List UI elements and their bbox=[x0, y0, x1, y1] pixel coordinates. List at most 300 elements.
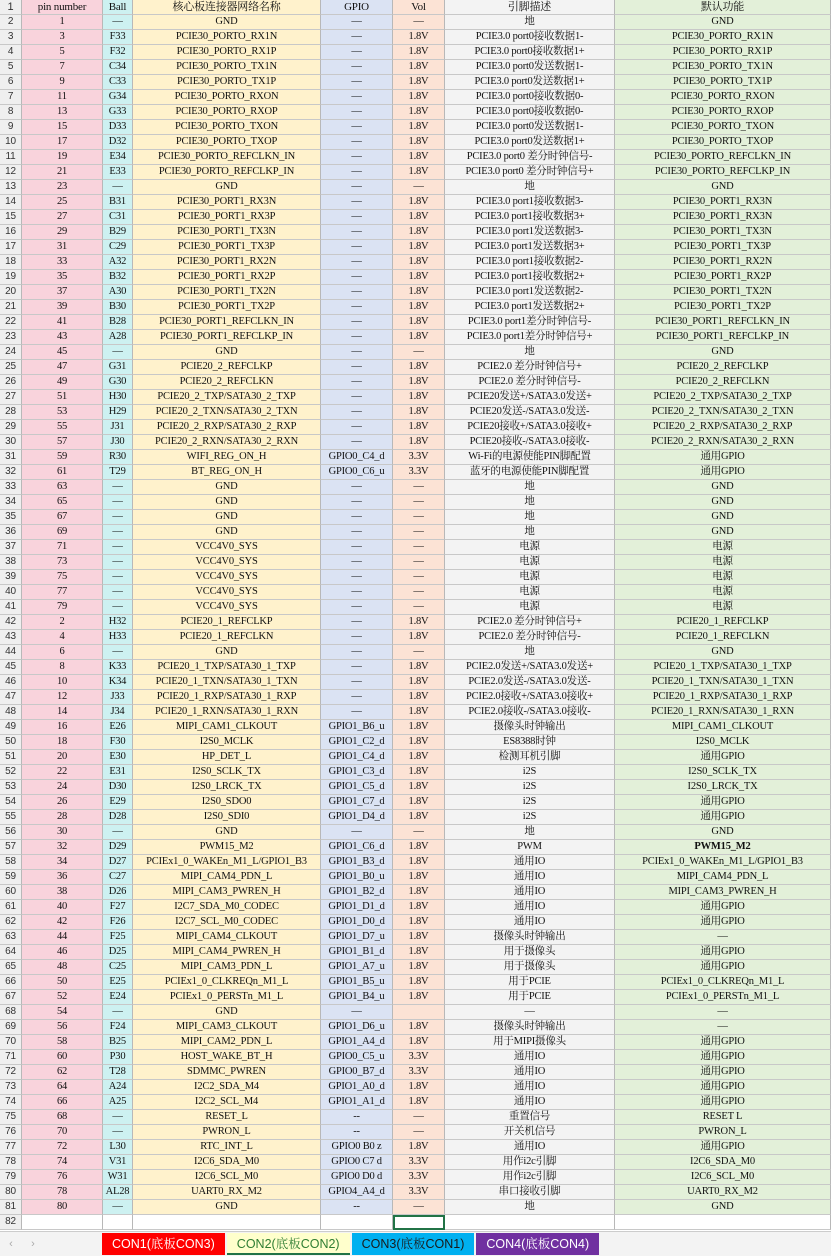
cell-pin-number[interactable]: 58 bbox=[22, 1035, 103, 1050]
cell-pin-description[interactable]: PCIE20发送+/SATA3.0发送+ bbox=[445, 390, 615, 405]
cell-default-function[interactable]: 通用GPIO bbox=[615, 900, 831, 915]
cell-default-function[interactable]: MIPI_CAM4_PDN_L bbox=[615, 870, 831, 885]
cell-voltage[interactable]: 1.8V bbox=[393, 810, 445, 825]
cell-pin-number[interactable]: 9 bbox=[22, 75, 103, 90]
cell-pin-number[interactable]: 20 bbox=[22, 750, 103, 765]
row-number[interactable]: 54 bbox=[0, 795, 22, 810]
cell-pin-description[interactable]: 通用IO bbox=[445, 1080, 615, 1095]
cell-voltage[interactable]: 1.8V bbox=[393, 750, 445, 765]
cell-pin-number[interactable]: 80 bbox=[22, 1200, 103, 1215]
cell-voltage[interactable]: — bbox=[393, 645, 445, 660]
cell-gpio[interactable]: — bbox=[321, 120, 393, 135]
cell-pin-number[interactable]: 41 bbox=[22, 315, 103, 330]
row-number[interactable]: 80 bbox=[0, 1185, 22, 1200]
cell-pin-number[interactable]: 1 bbox=[22, 15, 103, 30]
cell-default-function[interactable]: PCIE30_PORT1_RX3N bbox=[615, 210, 831, 225]
row-number[interactable]: 51 bbox=[0, 750, 22, 765]
cell-net-name[interactable]: MIPI_CAM2_PDN_L bbox=[133, 1035, 321, 1050]
cell-pin-number[interactable]: 69 bbox=[22, 525, 103, 540]
cell-net-name[interactable]: GND bbox=[133, 480, 321, 495]
cell-gpio[interactable]: — bbox=[321, 540, 393, 555]
cell-pin-number[interactable]: 7 bbox=[22, 60, 103, 75]
cell-net-name[interactable]: HP_DET_L bbox=[133, 750, 321, 765]
cell-voltage[interactable]: 1.8V bbox=[393, 300, 445, 315]
cell-voltage[interactable]: 1.8V bbox=[393, 105, 445, 120]
cell-gpio[interactable]: — bbox=[321, 435, 393, 450]
cell-pin-number[interactable]: 62 bbox=[22, 1065, 103, 1080]
cell-pin-description[interactable]: Wi-Fi的电源使能PIN脚配置 bbox=[445, 450, 615, 465]
cell-pin-number[interactable]: 23 bbox=[22, 180, 103, 195]
cell-pin-description[interactable]: 通用IO bbox=[445, 1140, 615, 1155]
cell-net-name[interactable]: GND bbox=[133, 1200, 321, 1215]
cell-gpio[interactable]: GPIO1_A7_u bbox=[321, 960, 393, 975]
cell-voltage[interactable]: 1.8V bbox=[393, 315, 445, 330]
cell-pin-description[interactable]: 通用IO bbox=[445, 855, 615, 870]
cell-gpio[interactable]: GPIO1_B2_d bbox=[321, 885, 393, 900]
cell-net-name[interactable]: I2S0_SDO0 bbox=[133, 795, 321, 810]
cell-voltage[interactable]: 1.8V bbox=[393, 210, 445, 225]
cell-net-name[interactable]: RESET_L bbox=[133, 1110, 321, 1125]
cell-pin-number[interactable]: 36 bbox=[22, 870, 103, 885]
cell-ball[interactable]: P30 bbox=[103, 1050, 133, 1065]
row-number[interactable]: 74 bbox=[0, 1095, 22, 1110]
cell-net-name[interactable]: I2S0_SDI0 bbox=[133, 810, 321, 825]
cell-pin-description[interactable]: PCIE3.0 port0发送数据1+ bbox=[445, 135, 615, 150]
cell-default-function[interactable]: 通用GPIO bbox=[615, 1080, 831, 1095]
cell-ball[interactable]: G30 bbox=[103, 375, 133, 390]
cell-gpio[interactable]: — bbox=[321, 615, 393, 630]
cell-voltage[interactable]: 1.8V bbox=[393, 870, 445, 885]
cell-gpio[interactable]: — bbox=[321, 330, 393, 345]
header-pin-description[interactable]: 引脚描述 bbox=[445, 0, 615, 15]
cell-net-name[interactable]: PCIE20_1_REFCLKP bbox=[133, 615, 321, 630]
cell-pin-description[interactable]: PCIE3.0 port0接收数据0- bbox=[445, 90, 615, 105]
cell-net-name[interactable]: PCIE30_PORTO_RX1N bbox=[133, 30, 321, 45]
cell-default-function[interactable]: PCIE20_2_TXP/SATA30_2_TXP bbox=[615, 390, 831, 405]
cell-voltage[interactable]: 1.8V bbox=[393, 855, 445, 870]
cell-pin-description[interactable]: PCIE3.0 port0发送数据1+ bbox=[445, 75, 615, 90]
cell-gpio[interactable]: -- bbox=[321, 1110, 393, 1125]
cell-ball[interactable]: C33 bbox=[103, 75, 133, 90]
cell-ball[interactable]: K34 bbox=[103, 675, 133, 690]
cell-gpio[interactable]: — bbox=[321, 240, 393, 255]
cell-gpio[interactable]: — bbox=[321, 75, 393, 90]
cell-ball[interactable]: B32 bbox=[103, 270, 133, 285]
row-number[interactable]: 49 bbox=[0, 720, 22, 735]
cell-pin-number[interactable]: 77 bbox=[22, 585, 103, 600]
cell-pin-description[interactable]: 电源 bbox=[445, 570, 615, 585]
cell-ball[interactable]: J30 bbox=[103, 435, 133, 450]
cell-default-function[interactable]: PCIE20_1_REFCLKP bbox=[615, 615, 831, 630]
cell-default-function[interactable]: PCIE20_2_REFCLKP bbox=[615, 360, 831, 375]
cell-pin-description[interactable]: 检测耳机引脚 bbox=[445, 750, 615, 765]
cell-voltage[interactable]: 1.8V bbox=[393, 675, 445, 690]
empty-cell[interactable]: 82 bbox=[0, 1215, 22, 1230]
cell-pin-number[interactable]: 37 bbox=[22, 285, 103, 300]
cell-ball[interactable]: B29 bbox=[103, 225, 133, 240]
cell-gpio[interactable]: GPIO1_C3_d bbox=[321, 765, 393, 780]
cell-gpio[interactable]: — bbox=[321, 210, 393, 225]
cell-gpio[interactable]: GPIO1_C7_d bbox=[321, 795, 393, 810]
cell-pin-number[interactable]: 3 bbox=[22, 30, 103, 45]
row-number[interactable]: 11 bbox=[0, 150, 22, 165]
cell-net-name[interactable]: PCIE30_PORT1_TX2P bbox=[133, 300, 321, 315]
cell-voltage[interactable]: — bbox=[393, 15, 445, 30]
cell-ball[interactable]: B25 bbox=[103, 1035, 133, 1050]
cell-net-name[interactable]: PCIE30_PORTO_TX1P bbox=[133, 75, 321, 90]
row-number[interactable]: 63 bbox=[0, 930, 22, 945]
cell-net-name[interactable]: GND bbox=[133, 495, 321, 510]
cell-net-name[interactable]: PCIE20_2_TXN/SATA30_2_TXN bbox=[133, 405, 321, 420]
cell-voltage[interactable]: 3.3V bbox=[393, 1185, 445, 1200]
cell-net-name[interactable]: PWRON_L bbox=[133, 1125, 321, 1140]
cell-pin-description[interactable]: PCIE20接收+/SATA3.0接收+ bbox=[445, 420, 615, 435]
row-number[interactable]: 37 bbox=[0, 540, 22, 555]
cell-pin-description[interactable]: 地 bbox=[445, 645, 615, 660]
cell-voltage[interactable]: — bbox=[393, 600, 445, 615]
cell-voltage[interactable]: 1.8V bbox=[393, 135, 445, 150]
cell-ball[interactable]: — bbox=[103, 345, 133, 360]
cell-default-function[interactable]: 电源 bbox=[615, 585, 831, 600]
cell-ball[interactable]: H32 bbox=[103, 615, 133, 630]
cell-pin-number[interactable]: 48 bbox=[22, 960, 103, 975]
cell-net-name[interactable]: WIFI_REG_ON_H bbox=[133, 450, 321, 465]
cell-net-name[interactable]: MIPI_CAM1_CLKOUT bbox=[133, 720, 321, 735]
cell-gpio[interactable]: — bbox=[321, 570, 393, 585]
cell-ball[interactable]: F33 bbox=[103, 30, 133, 45]
cell-gpio[interactable]: GPIO0_B7_d bbox=[321, 1065, 393, 1080]
row-number[interactable]: 68 bbox=[0, 1005, 22, 1020]
cell-voltage[interactable]: 3.3V bbox=[393, 450, 445, 465]
row-number[interactable]: 6 bbox=[0, 75, 22, 90]
cell-net-name[interactable]: GND bbox=[133, 15, 321, 30]
cell-gpio[interactable]: — bbox=[321, 525, 393, 540]
row-number[interactable]: 18 bbox=[0, 255, 22, 270]
cell-net-name[interactable]: PCIEx1_0_PERSTn_M1_L bbox=[133, 990, 321, 1005]
cell-default-function[interactable]: PCIE30_PORTO_TXON bbox=[615, 120, 831, 135]
cell-gpio[interactable]: — bbox=[321, 390, 393, 405]
cell-net-name[interactable]: RTC_INT_L bbox=[133, 1140, 321, 1155]
cell-pin-description[interactable]: PCIE2.0 差分时钟信号+ bbox=[445, 615, 615, 630]
row-number[interactable]: 30 bbox=[0, 435, 22, 450]
cell-net-name[interactable]: PCIE30_PORT1_RX3P bbox=[133, 210, 321, 225]
cell-ball[interactable]: — bbox=[103, 525, 133, 540]
cell-pin-description[interactable]: PCIE2.0 差分时钟信号+ bbox=[445, 360, 615, 375]
row-number[interactable]: 42 bbox=[0, 615, 22, 630]
cell-net-name[interactable]: HOST_WAKE_BT_H bbox=[133, 1050, 321, 1065]
header-pin-number[interactable]: pin number bbox=[22, 0, 103, 15]
row-number[interactable]: 72 bbox=[0, 1065, 22, 1080]
cell-pin-description[interactable]: 地 bbox=[445, 180, 615, 195]
cell-voltage[interactable]: 1.8V bbox=[393, 960, 445, 975]
cell-net-name[interactable]: PWM15_M2 bbox=[133, 840, 321, 855]
cell-voltage[interactable]: 1.8V bbox=[393, 120, 445, 135]
row-number[interactable]: 19 bbox=[0, 270, 22, 285]
cell-pin-number[interactable]: 14 bbox=[22, 705, 103, 720]
row-number[interactable]: 67 bbox=[0, 990, 22, 1005]
cell-gpio[interactable]: — bbox=[321, 480, 393, 495]
cell-voltage[interactable]: 1.8V bbox=[393, 360, 445, 375]
cell-ball[interactable]: V31 bbox=[103, 1155, 133, 1170]
cell-gpio[interactable]: — bbox=[321, 690, 393, 705]
cell-gpio[interactable]: GPIO1_B3_d bbox=[321, 855, 393, 870]
cell-pin-number[interactable]: 76 bbox=[22, 1170, 103, 1185]
cell-voltage[interactable]: — bbox=[393, 540, 445, 555]
cell-ball[interactable]: — bbox=[103, 15, 133, 30]
cell-gpio[interactable]: — bbox=[321, 1005, 393, 1020]
cell-default-function[interactable]: PCIEx1_0_PERSTn_M1_L bbox=[615, 990, 831, 1005]
cell-net-name[interactable]: MIPI_CAM3_PDN_L bbox=[133, 960, 321, 975]
cell-default-function[interactable]: 通用GPIO bbox=[615, 750, 831, 765]
cell-net-name[interactable]: PCIE20_1_RXP/SATA30_1_RXP bbox=[133, 690, 321, 705]
cell-voltage[interactable]: 1.8V bbox=[393, 90, 445, 105]
row-number[interactable]: 58 bbox=[0, 855, 22, 870]
row-number[interactable]: 71 bbox=[0, 1050, 22, 1065]
cell-net-name[interactable]: VCC4V0_SYS bbox=[133, 540, 321, 555]
cell-pin-number[interactable]: 6 bbox=[22, 645, 103, 660]
cell-net-name[interactable]: I2C7_SCL_M0_CODEC bbox=[133, 915, 321, 930]
cell-default-function[interactable]: I2S0_SCLK_TX bbox=[615, 765, 831, 780]
cell-ball[interactable]: B31 bbox=[103, 195, 133, 210]
prev-sheet-arrow-icon[interactable]: ‹ bbox=[9, 1238, 13, 1250]
row-number[interactable]: 4 bbox=[0, 45, 22, 60]
cell-pin-number[interactable]: 68 bbox=[22, 1110, 103, 1125]
cell-net-name[interactable]: PCIE30_PORTO_TX1N bbox=[133, 60, 321, 75]
cell-gpio[interactable]: — bbox=[321, 555, 393, 570]
cell-net-name[interactable]: PCIE20_2_REFCLKP bbox=[133, 360, 321, 375]
cell-voltage[interactable]: — bbox=[393, 495, 445, 510]
cell-pin-number[interactable]: 43 bbox=[22, 330, 103, 345]
cell-net-name[interactable]: GND bbox=[133, 510, 321, 525]
cell-pin-description[interactable]: PCIE2.0接收+/SATA3.0接收+ bbox=[445, 690, 615, 705]
cell-pin-description[interactable]: 地 bbox=[445, 345, 615, 360]
row-number[interactable]: 27 bbox=[0, 390, 22, 405]
cell-net-name[interactable]: GND bbox=[133, 345, 321, 360]
cell-gpio[interactable]: — bbox=[321, 645, 393, 660]
cell-pin-number[interactable]: 49 bbox=[22, 375, 103, 390]
cell-ball[interactable]: E30 bbox=[103, 750, 133, 765]
row-number[interactable]: 81 bbox=[0, 1200, 22, 1215]
cell-pin-number[interactable]: 47 bbox=[22, 360, 103, 375]
cell-ball[interactable]: — bbox=[103, 540, 133, 555]
cell-pin-description[interactable]: PCIE20发送-/SATA3.0发送- bbox=[445, 405, 615, 420]
cell-ball[interactable]: J34 bbox=[103, 705, 133, 720]
cell-net-name[interactable]: PCIE20_2_TXP/SATA30_2_TXP bbox=[133, 390, 321, 405]
cell-net-name[interactable]: PCIEx1_0_CLKREQn_M1_L bbox=[133, 975, 321, 990]
cell-gpio[interactable]: — bbox=[321, 315, 393, 330]
cell-pin-description[interactable]: PCIE3.0 port1差分时钟信号- bbox=[445, 315, 615, 330]
cell-pin-number[interactable]: 39 bbox=[22, 300, 103, 315]
cell-gpio[interactable]: GPIO1_A0_d bbox=[321, 1080, 393, 1095]
cell-gpio[interactable]: — bbox=[321, 405, 393, 420]
cell-default-function[interactable]: PCIE20_1_RXN/SATA30_1_RXN bbox=[615, 705, 831, 720]
cell-default-function[interactable]: GND bbox=[615, 1200, 831, 1215]
row-number[interactable]: 69 bbox=[0, 1020, 22, 1035]
cell-pin-description[interactable]: PCIE2.0发送-/SATA3.0发送- bbox=[445, 675, 615, 690]
row-number[interactable]: 77 bbox=[0, 1140, 22, 1155]
sheet-tab[interactable]: CON4(底板CON4) bbox=[476, 1233, 599, 1255]
cell-voltage[interactable]: 1.8V bbox=[393, 390, 445, 405]
cell-default-function[interactable]: PCIE30_PORTO_TXOP bbox=[615, 135, 831, 150]
cell-pin-description[interactable]: 摄像头时钟输出 bbox=[445, 720, 615, 735]
cell-voltage[interactable]: 1.8V bbox=[393, 270, 445, 285]
cell-pin-number[interactable]: 13 bbox=[22, 105, 103, 120]
cell-voltage[interactable]: — bbox=[393, 555, 445, 570]
cell-voltage[interactable]: 1.8V bbox=[393, 1140, 445, 1155]
cell-default-function[interactable]: PCIE20_1_REFCLKN bbox=[615, 630, 831, 645]
cell-voltage[interactable]: — bbox=[393, 180, 445, 195]
cell-pin-description[interactable]: 地 bbox=[445, 525, 615, 540]
cell-pin-description[interactable]: 地 bbox=[445, 495, 615, 510]
cell-voltage[interactable]: 1.8V bbox=[393, 30, 445, 45]
cell-net-name[interactable]: GND bbox=[133, 1005, 321, 1020]
cell-default-function[interactable]: UART0_RX_M2 bbox=[615, 1185, 831, 1200]
cell-gpio[interactable]: — bbox=[321, 360, 393, 375]
cell-pin-description[interactable]: 用于摄像头 bbox=[445, 945, 615, 960]
cell-voltage[interactable]: — bbox=[393, 510, 445, 525]
cell-voltage[interactable]: 1.8V bbox=[393, 1020, 445, 1035]
cell-voltage[interactable]: 1.8V bbox=[393, 840, 445, 855]
empty-cell[interactable] bbox=[103, 1215, 133, 1230]
cell-voltage[interactable]: 1.8V bbox=[393, 705, 445, 720]
cell-pin-description[interactable]: 电源 bbox=[445, 585, 615, 600]
row-number[interactable]: 73 bbox=[0, 1080, 22, 1095]
cell-default-function[interactable]: PCIE30_PORT1_TX3P bbox=[615, 240, 831, 255]
cell-pin-description[interactable]: 通用IO bbox=[445, 1065, 615, 1080]
cell-net-name[interactable]: VCC4V0_SYS bbox=[133, 570, 321, 585]
row-number[interactable]: 38 bbox=[0, 555, 22, 570]
cell-net-name[interactable]: PCIE20_1_TXN/SATA30_1_TXN bbox=[133, 675, 321, 690]
cell-pin-number[interactable]: 78 bbox=[22, 1185, 103, 1200]
cell-pin-description[interactable]: 串口接收引脚 bbox=[445, 1185, 615, 1200]
row-number[interactable]: 16 bbox=[0, 225, 22, 240]
cell-voltage[interactable]: 1.8V bbox=[393, 165, 445, 180]
cell-ball[interactable]: D30 bbox=[103, 780, 133, 795]
cell-voltage[interactable]: 3.3V bbox=[393, 1170, 445, 1185]
cell-gpio[interactable]: GPIO0_C6_u bbox=[321, 465, 393, 480]
cell-net-name[interactable]: VCC4V0_SYS bbox=[133, 585, 321, 600]
cell-default-function[interactable]: 通用GPIO bbox=[615, 1065, 831, 1080]
cell-gpio[interactable]: — bbox=[321, 15, 393, 30]
row-number[interactable]: 24 bbox=[0, 345, 22, 360]
cell-gpio[interactable]: -- bbox=[321, 1125, 393, 1140]
cell-default-function[interactable]: 通用GPIO bbox=[615, 945, 831, 960]
cell-ball[interactable]: D26 bbox=[103, 885, 133, 900]
cell-default-function[interactable]: 通用GPIO bbox=[615, 915, 831, 930]
cell-ball[interactable]: — bbox=[103, 1005, 133, 1020]
cell-net-name[interactable]: PCIE30_PORTO_RX1P bbox=[133, 45, 321, 60]
cell-default-function[interactable]: 通用GPIO bbox=[615, 465, 831, 480]
cell-pin-description[interactable]: 通用IO bbox=[445, 1050, 615, 1065]
cell-ball[interactable]: — bbox=[103, 495, 133, 510]
cell-voltage[interactable]: 1.8V bbox=[393, 435, 445, 450]
cell-gpio[interactable]: — bbox=[321, 675, 393, 690]
cell-ball[interactable]: — bbox=[103, 1125, 133, 1140]
cell-gpio[interactable]: GPIO1_A4_d bbox=[321, 1035, 393, 1050]
cell-gpio[interactable]: — bbox=[321, 345, 393, 360]
cell-net-name[interactable]: MIPI_CAM4_PWREN_H bbox=[133, 945, 321, 960]
cell-voltage[interactable]: 1.8V bbox=[393, 930, 445, 945]
cell-voltage[interactable]: 1.8V bbox=[393, 780, 445, 795]
row-number[interactable]: 48 bbox=[0, 705, 22, 720]
cell-pin-description[interactable]: PCIE3.0 port1接收数据3+ bbox=[445, 210, 615, 225]
cell-ball[interactable]: G31 bbox=[103, 360, 133, 375]
cell-pin-number[interactable]: 8 bbox=[22, 660, 103, 675]
cell-pin-number[interactable]: 29 bbox=[22, 225, 103, 240]
cell-pin-description[interactable]: 通用IO bbox=[445, 870, 615, 885]
cell-ball[interactable]: E29 bbox=[103, 795, 133, 810]
cell-pin-number[interactable]: 18 bbox=[22, 735, 103, 750]
cell-ball[interactable]: D25 bbox=[103, 945, 133, 960]
cell-default-function[interactable]: 通用GPIO bbox=[615, 450, 831, 465]
cell-default-function[interactable]: 电源 bbox=[615, 555, 831, 570]
cell-default-function[interactable]: PCIE20_2_RXN/SATA30_2_RXN bbox=[615, 435, 831, 450]
cell-voltage[interactable]: — bbox=[393, 345, 445, 360]
cell-pin-number[interactable]: 34 bbox=[22, 855, 103, 870]
row-number[interactable]: 76 bbox=[0, 1125, 22, 1140]
cell-default-function[interactable]: 通用GPIO bbox=[615, 960, 831, 975]
cell-pin-description[interactable]: 地 bbox=[445, 1200, 615, 1215]
cell-pin-description[interactable]: 电源 bbox=[445, 600, 615, 615]
row-number[interactable]: 28 bbox=[0, 405, 22, 420]
row-number[interactable]: 2 bbox=[0, 15, 22, 30]
cell-ball[interactable]: A25 bbox=[103, 1095, 133, 1110]
cell-pin-number[interactable]: 79 bbox=[22, 600, 103, 615]
cell-default-function[interactable]: MIPI_CAM1_CLKOUT bbox=[615, 720, 831, 735]
row-number[interactable]: 66 bbox=[0, 975, 22, 990]
cell-pin-number[interactable]: 57 bbox=[22, 435, 103, 450]
cell-net-name[interactable]: I2C2_SDA_M4 bbox=[133, 1080, 321, 1095]
cell-pin-description[interactable]: PCIE2.0发送+/SATA3.0发送+ bbox=[445, 660, 615, 675]
row-number[interactable]: 17 bbox=[0, 240, 22, 255]
cell-pin-description[interactable]: 用于摄像头 bbox=[445, 960, 615, 975]
cell-net-name[interactable]: BT_REG_ON_H bbox=[133, 465, 321, 480]
cell-pin-number[interactable]: 30 bbox=[22, 825, 103, 840]
row-number[interactable]: 65 bbox=[0, 960, 22, 975]
cell-pin-number[interactable]: 44 bbox=[22, 930, 103, 945]
cell-net-name[interactable]: PCIE20_2_REFCLKN bbox=[133, 375, 321, 390]
cell-default-function[interactable]: PCIE30_PORT1_RX2N bbox=[615, 255, 831, 270]
cell-default-function[interactable]: PCIE30_PORT1_REFCLKP_IN bbox=[615, 330, 831, 345]
cell-gpio[interactable]: GPIO1_D6_u bbox=[321, 1020, 393, 1035]
row-number[interactable]: 52 bbox=[0, 765, 22, 780]
cell-voltage[interactable]: — bbox=[393, 1200, 445, 1215]
cell-pin-description[interactable]: 地 bbox=[445, 480, 615, 495]
cell-gpio[interactable]: GPIO1_B1_d bbox=[321, 945, 393, 960]
sheet-tab[interactable]: CON1(底板CON3) bbox=[102, 1233, 225, 1255]
cell-pin-description[interactable]: i2S bbox=[445, 810, 615, 825]
cell-ball[interactable]: C34 bbox=[103, 60, 133, 75]
cell-voltage[interactable]: — bbox=[393, 825, 445, 840]
cell-default-function[interactable]: PCIE30_PORTO_RXON bbox=[615, 90, 831, 105]
cell-ball[interactable]: B30 bbox=[103, 300, 133, 315]
row-number[interactable]: 31 bbox=[0, 450, 22, 465]
cell-voltage[interactable]: 1.8V bbox=[393, 75, 445, 90]
empty-cell[interactable] bbox=[445, 1215, 615, 1230]
cell-voltage[interactable]: 3.3V bbox=[393, 1050, 445, 1065]
row-number[interactable]: 43 bbox=[0, 630, 22, 645]
cell-net-name[interactable]: PCIE30_PORT1_RX2P bbox=[133, 270, 321, 285]
row-number[interactable]: 10 bbox=[0, 135, 22, 150]
cell-ball[interactable]: D27 bbox=[103, 855, 133, 870]
cell-default-function[interactable]: 通用GPIO bbox=[615, 1050, 831, 1065]
row-number[interactable]: 53 bbox=[0, 780, 22, 795]
cell-default-function[interactable]: PCIEx1_0_CLKREQn_M1_L bbox=[615, 975, 831, 990]
cell-voltage[interactable]: 1.8V bbox=[393, 1080, 445, 1095]
cell-voltage[interactable]: 1.8V bbox=[393, 60, 445, 75]
cell-voltage[interactable]: 1.8V bbox=[393, 195, 445, 210]
cell-net-name[interactable]: PCIE30_PORTO_RXOP bbox=[133, 105, 321, 120]
